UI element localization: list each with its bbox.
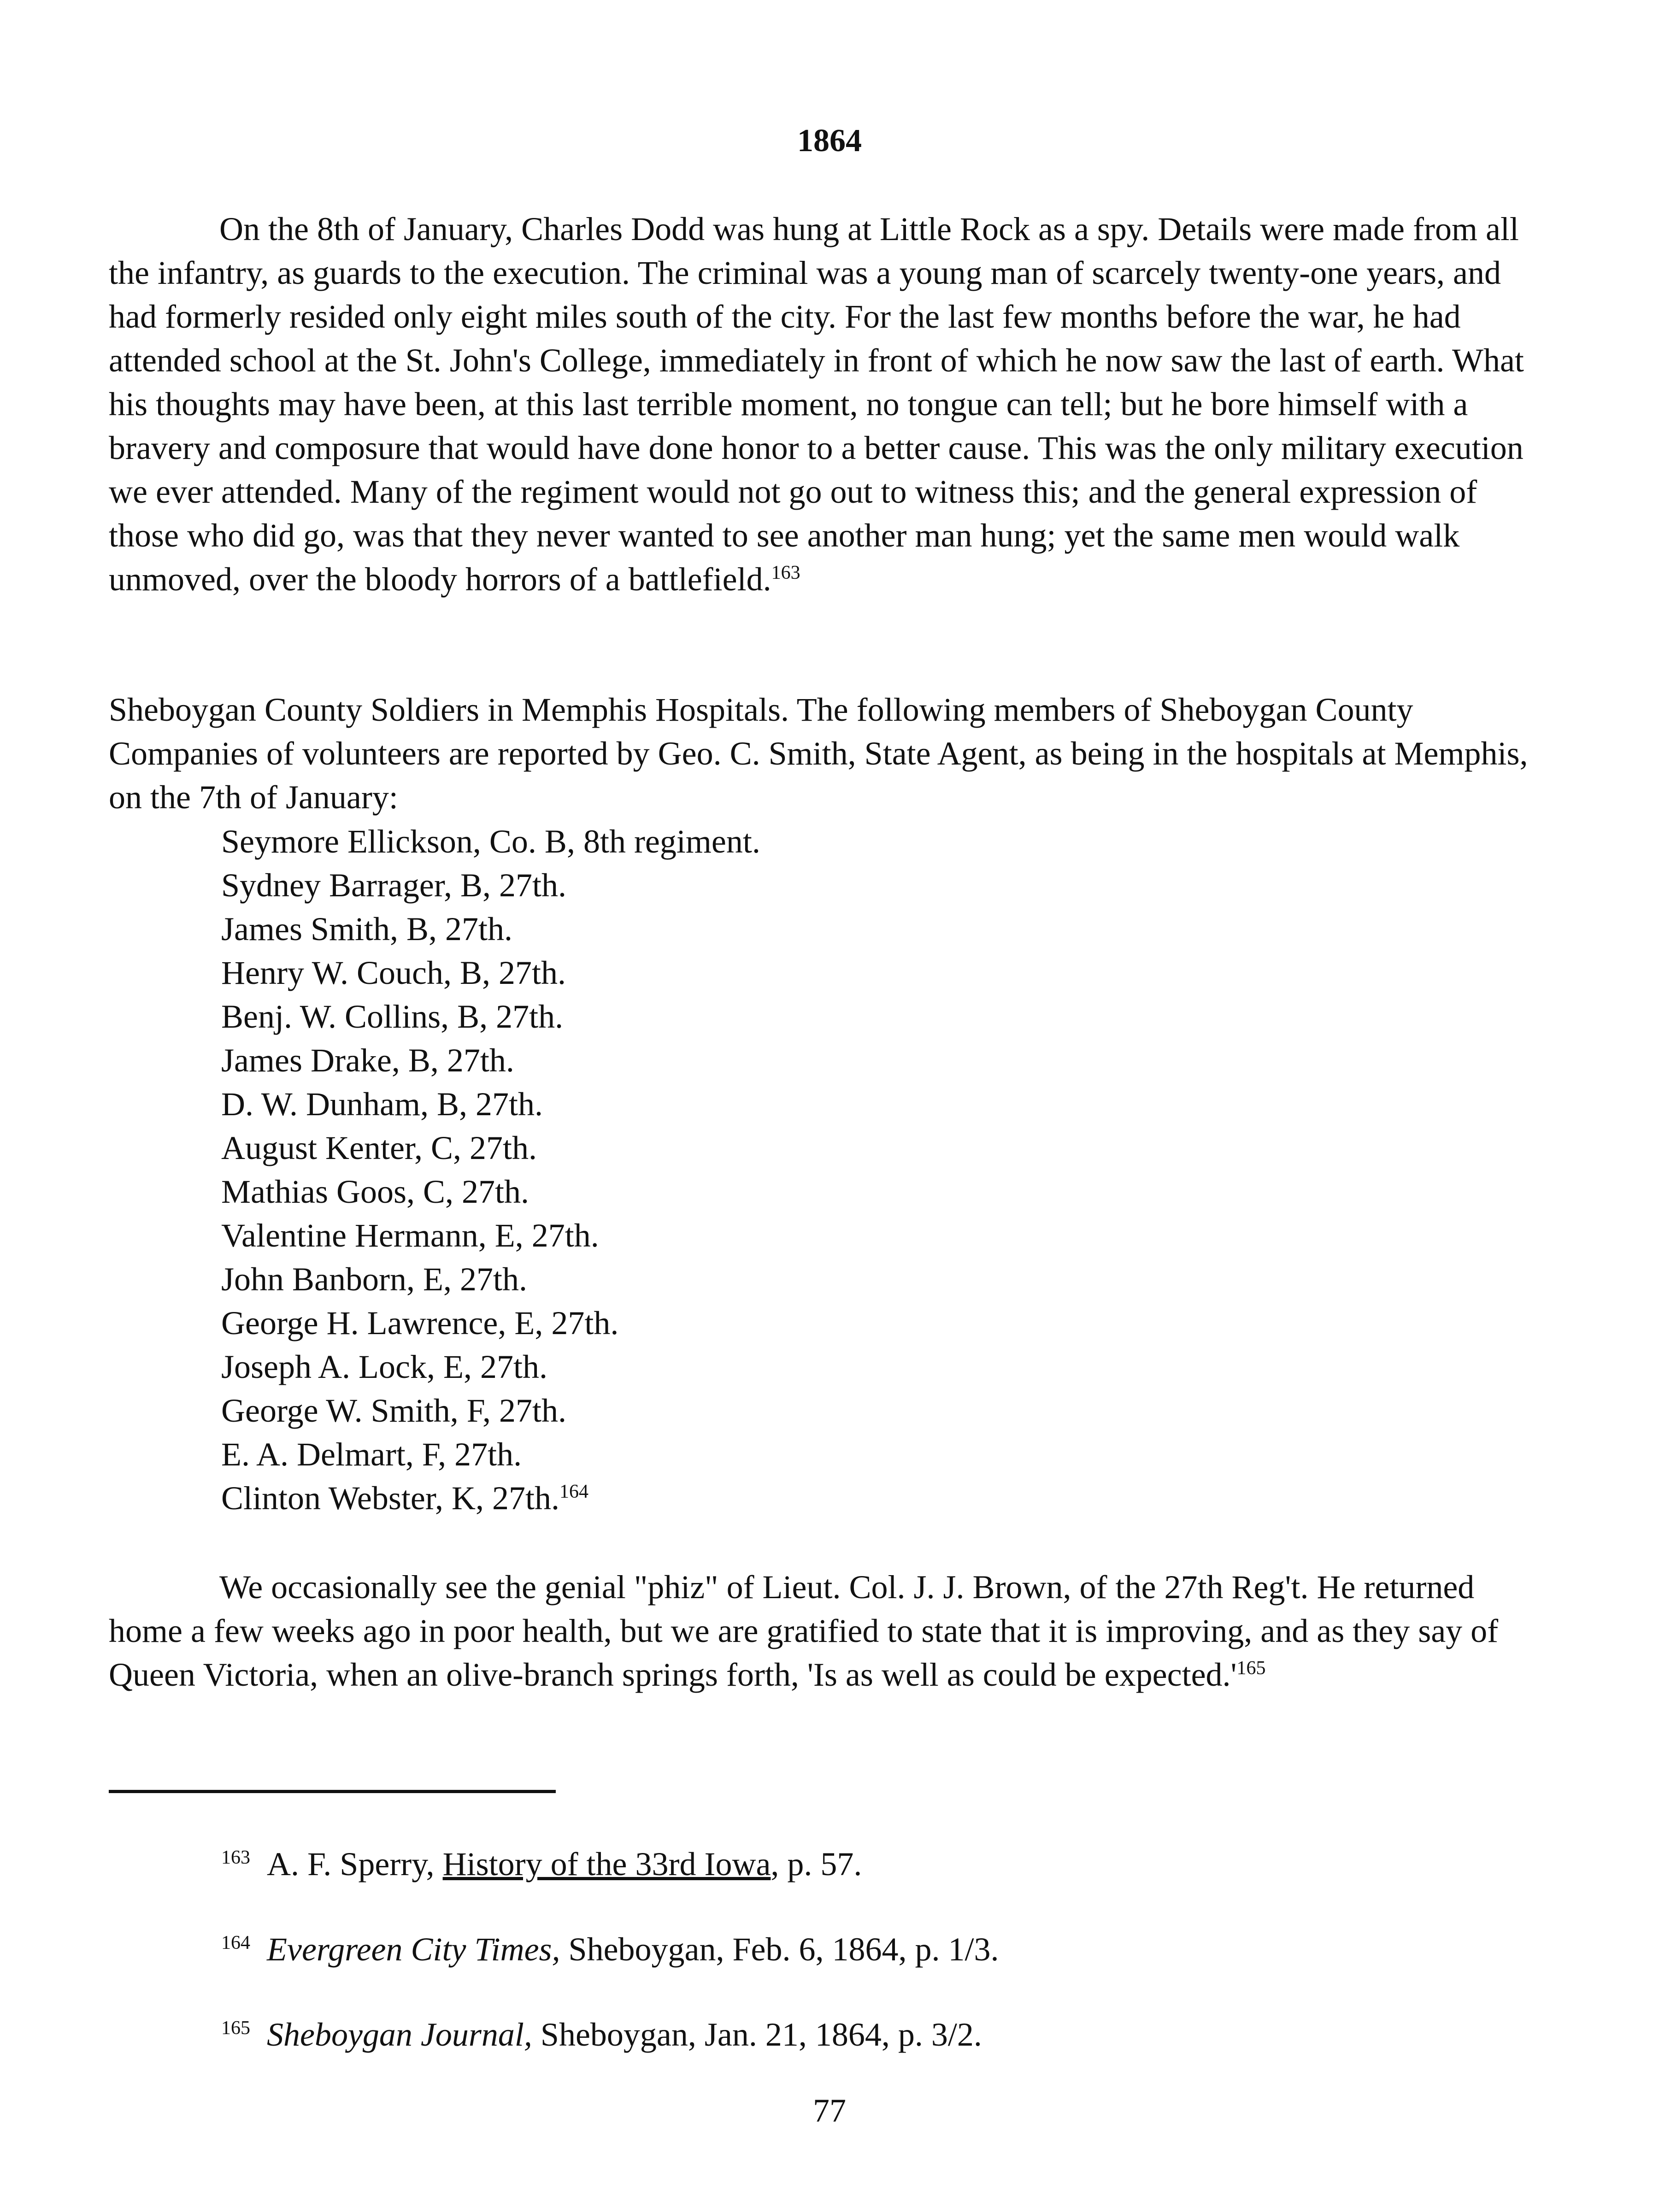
footnote-ref: 165 (1236, 1658, 1266, 1679)
footnote-ref: 164 (559, 1481, 588, 1502)
paragraph-brown (109, 1565, 1547, 1697)
list-item: Seymore Ellickson, Co. B, 8th regiment. (221, 823, 760, 860)
paragraph-dodd-execution (109, 207, 1547, 601)
list-item: Sydney Barrager, B, 27th. (221, 867, 566, 904)
paragraph-text: We occasionally see the genial "phiz" of Lieut. Col. J. J. Brown, of the 27th Reg't. He returned home a few weeks ago in poor health, but we are gratified to state that it is improving, and as they say of Queen Victoria, when an olive-branch springs forth, 'Is as well as could be expected.' (109, 1569, 1499, 1693)
list-item: Joseph A. Lock, E, 27th. (221, 1348, 547, 1385)
page-number: 77 (813, 2092, 846, 2129)
list-item: Valentine Hermann, E, 27th. (221, 1217, 599, 1254)
footnote-text: Sheboygan, Feb. 6, 1864, p. 1/3. (560, 1931, 999, 1968)
list-item: James Smith, B, 27th. (221, 911, 513, 947)
footnote-text: A. F. Sperry, (267, 1846, 443, 1883)
list-item-last (221, 1477, 760, 1520)
page-heading: 1864 (797, 123, 862, 159)
footnote-title: Evergreen City Times, (267, 1931, 560, 1968)
footnote-divider (109, 1790, 556, 1793)
footnote-164 (221, 1928, 999, 1971)
footnote-number: 164 (221, 1932, 250, 1953)
list-item: Benj. W. Collins, B, 27th. (221, 998, 564, 1035)
list-item: James Drake, B, 27th. (221, 1042, 514, 1079)
list-item: George W. Smith, F, 27th. (221, 1392, 566, 1429)
footnote-number: 165 (221, 2018, 250, 2039)
list-item: Henry W. Couch, B, 27th. (221, 954, 566, 991)
footnote-text: Sheboygan, Jan. 21, 1864, p. 3/2. (532, 2016, 982, 2053)
list-item: D. W. Dunham, B, 27th. (221, 1086, 543, 1123)
paragraph-text: On the 8th of January, Charles Dodd was hung at Little Rock as a spy. Details were made from all the infantry, as guards to the execution. The criminal was a young man of scarcely twenty-one years, and had formerly resided only eight miles south of the city. For the last few months before the war, he had attended school at the St. John's College, immediately in front of which he now saw the last of earth. What his thoughts may have been, at this last terrible moment, no tongue can tell; but he bore himself with a bravery and composure that would have done honor to a better cause. This was the only military execution we ever attended. Many of the regiment would not go out to witness this; and the general expression of those who did go, was that they never wanted to see another man hung; yet the same men would walk unmoved, over the bloody horrors of a battlefield. (109, 211, 1524, 598)
footnote-ref: 163 (771, 562, 800, 583)
paragraph-hospitals-intro: Sheboygan County Soldiers in Memphis Hospitals. The following members of Sheboygan County Companies of volunteers are reported by Geo. C. Smith, State Agent, as being in the hospitals at Memphis, on the 7th of January: (109, 691, 1528, 816)
list-item-text: Clinton Webster, K, 27th. (221, 1480, 559, 1517)
footnote-title: History of the 33rd Iowa (442, 1846, 771, 1883)
list-item: August Kenter, C, 27th. (221, 1130, 537, 1166)
list-item: Mathias Goos, C, 27th. (221, 1173, 529, 1210)
footnote-number: 163 (221, 1847, 250, 1868)
footnote-163 (221, 1842, 862, 1886)
footnote-title: Sheboygan Journal, (267, 2016, 532, 2053)
list-item: John Banborn, E, 27th. (221, 1261, 527, 1298)
soldier-list (221, 820, 760, 1520)
list-item: George H. Lawrence, E, 27th. (221, 1305, 619, 1341)
footnote-text: , p. 57. (771, 1846, 862, 1883)
list-item: E. A. Delmart, F, 27th. (221, 1436, 522, 1473)
footnote-165 (221, 2013, 982, 2057)
